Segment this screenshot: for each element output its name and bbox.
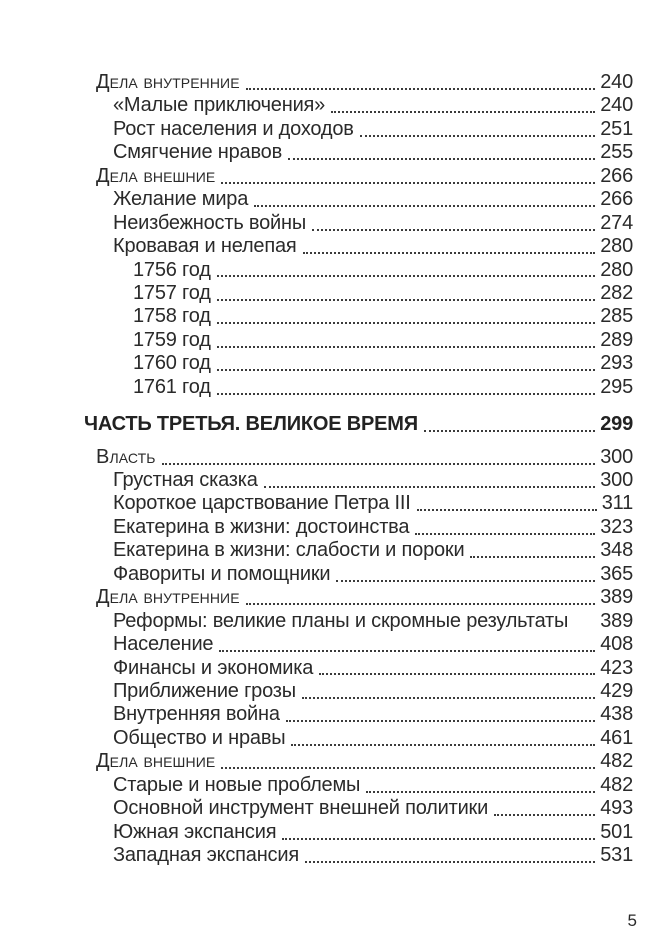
toc-entry-label: 1761 год [133,375,211,398]
toc-entry-label: Екатерина в жизни: слабости и пороки [113,539,465,562]
toc-dot-leader [254,205,595,207]
toc-entry-page: 274 [600,211,633,234]
toc-entry-page: 482 [600,773,633,796]
toc-row [84,446,633,469]
toc-entry-page: 251 [600,117,633,140]
toc-dot-leader [217,346,596,348]
toc-row [84,633,633,656]
toc-entry-page: 348 [600,539,633,562]
toc-entry-page: 240 [600,71,633,93]
toc-entry-label: Фавориты и помощники [113,562,331,585]
toc-entry-label: «Малые приключения» [113,94,326,117]
toc-row [84,165,633,188]
toc-entry-label: Дела внешние [96,164,216,187]
toc-dot-leader [221,182,595,184]
toc-entry-label: Екатерина в жизни: достоинства [113,515,410,538]
toc-row [84,516,633,539]
toc-entry-page: 255 [600,141,633,164]
toc-dot-leader [246,603,596,605]
toc-entry-label: Старые и новые проблемы [113,773,361,796]
toc-row [84,586,633,609]
toc-dot-leader [246,88,596,90]
toc-entry-label: Власть [96,445,156,468]
toc-entry-label: Основной инструмент внешней политики [113,797,489,820]
toc-entry-page: 280 [600,235,633,258]
toc-entry-page: 293 [600,352,633,375]
toc-dot-leader [288,158,595,160]
toc-dot-leader [219,650,595,652]
toc-row [84,703,633,726]
toc-row [84,212,633,235]
toc-dot-leader [424,430,595,432]
toc-dot-leader [494,814,595,816]
toc-entry-label: Короткое царствование Петра III [113,492,411,515]
toc-row [84,305,633,328]
toc-dot-leader [336,580,595,582]
toc-dot-leader [360,135,596,137]
toc-row [84,71,633,94]
toc-entry-label: 1760 год [133,352,211,375]
toc-dot-leader [286,720,595,722]
toc-entry-page: 266 [600,164,633,187]
toc-entry-label: Рост населения и доходов [113,117,354,140]
toc-row [84,469,633,492]
toc-dot-leader [305,861,595,863]
toc-dot-leader [217,369,596,371]
toc-row [84,680,633,703]
toc-entry-label: 1757 год [133,281,211,304]
toc-dot-leader [470,556,595,558]
toc-dot-leader [291,744,595,746]
toc-entry-page: 531 [600,844,633,866]
toc-entry-label: Смягчение нравов [113,141,282,164]
toc-dot-leader [221,767,595,769]
toc-row [84,94,633,117]
toc-entry-page: 493 [600,797,633,820]
toc-entry-page: 266 [600,188,633,211]
toc-row [84,774,633,797]
toc-entry-page: 438 [600,703,633,726]
toc-dot-leader [302,697,595,699]
toc-entry-page: 240 [600,94,633,117]
toc-dot-leader [417,509,597,511]
toc-entry-page: 311 [601,492,633,515]
toc-row [84,141,633,164]
toc-dot-leader [303,252,596,254]
toc-row [84,282,633,305]
toc-dot-leader [331,111,595,113]
toc-entry-label: Кровавая и нелепая [113,235,297,258]
toc-entry-label: Дела внутренние [96,586,240,609]
toc-entry-page: 423 [600,656,633,679]
toc-entry-page: 295 [600,375,633,398]
toc-entry-page: 389 [600,609,633,632]
toc-entry-label: Неизбежность войны [113,211,307,234]
toc-row [84,797,633,820]
toc-row [84,352,633,375]
toc-entry-page: 300 [600,469,633,491]
toc-entry-page: 285 [600,305,633,328]
toc-row [84,329,633,352]
toc-row [84,750,633,773]
toc-row [84,492,633,515]
toc-row [84,188,633,211]
toc-entry-page: 300 [600,445,633,468]
toc-dot-leader [264,486,596,488]
toc-entry-page: 501 [600,820,633,843]
toc-entry-label: 1756 год [133,258,211,281]
toc-entry-page: 389 [600,586,633,609]
toc-entry-label: Реформы: великие планы и скромные результаты [113,609,569,632]
toc-entry-label: Приближение грозы [113,679,296,702]
toc-entry-label: Желание мира [113,188,249,211]
toc-entry-page: 299 [600,413,633,436]
toc-row [84,259,633,282]
toc-row [84,235,633,258]
toc-entry-label: Дела внутренние [96,71,240,93]
toc-entry-label: Внутренняя война [113,703,280,726]
toc-entry-page: 482 [600,750,633,773]
toc-entry-page: 461 [600,726,633,749]
toc-row [84,413,633,436]
toc-entry-label: 1759 год [133,328,211,351]
toc-entry-page: 280 [600,258,633,281]
toc-entry-page: 429 [600,679,633,702]
toc-entry-page: 289 [600,328,633,351]
toc-row [84,376,633,399]
toc-dot-leader [366,791,595,793]
toc-dot-leader [319,673,595,675]
toc-entry-label: ЧАСТЬ ТРЕТЬЯ. ВЕЛИКОЕ ВРЕМЯ [84,413,418,436]
toc-entry-page: 365 [600,562,633,585]
toc-entry-page: 323 [600,515,633,538]
toc-dot-leader [217,299,596,301]
toc-dot-leader [217,322,596,324]
toc-row [84,657,633,680]
toc-row [84,610,633,633]
toc-dot-leader [282,838,595,840]
toc-entry-label: Западная экспансия [113,844,299,866]
toc-row [84,539,633,562]
toc-row [84,844,633,867]
toc-row [84,727,633,750]
toc-dot-leader [217,393,596,395]
toc-entry-label: Южная экспансия [113,820,277,843]
toc-entry-page: 408 [600,633,633,656]
toc-entry-label: 1758 год [133,305,211,328]
toc-entry-label: Грустная сказка [113,469,258,491]
toc-entry-label: Население [113,633,214,656]
toc-entry-page: 282 [600,281,633,304]
toc-dot-leader [312,229,595,231]
toc-list [84,71,633,867]
toc-row [84,821,633,844]
toc-entry-label: Общество и нравы [113,726,286,749]
toc-dot-leader [162,463,596,465]
toc-dot-leader [415,533,595,535]
toc-row [84,118,633,141]
folio-page-number: 5 [627,911,637,930]
toc-dot-leader [217,275,596,277]
toc-entry-label: Дела внешние [96,750,216,773]
toc-entry-label: Финансы и экономика [113,656,314,679]
toc-row [84,563,633,586]
